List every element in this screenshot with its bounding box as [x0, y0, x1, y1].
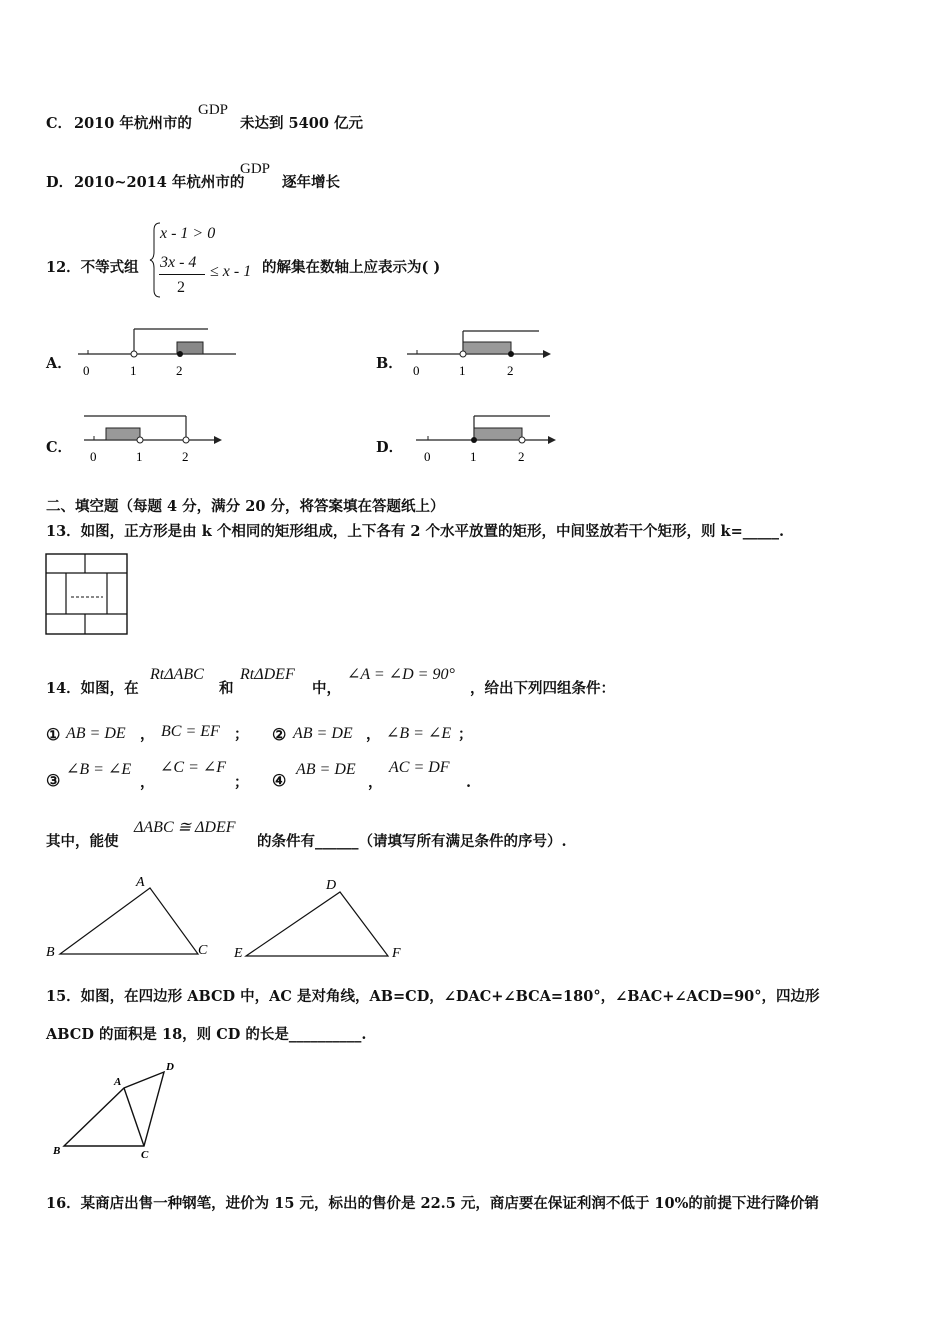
cond1-mark: ①: [46, 725, 61, 744]
q14-question-before: 其中，能使: [46, 833, 119, 850]
q12-option-c-numberline[interactable]: [82, 410, 232, 470]
shaded-region: [463, 342, 511, 354]
q14-congruence: ΔABC ≅ ΔDEF: [134, 819, 236, 836]
q12-option-c-label: C．: [46, 439, 73, 456]
q12-option-a-numberline[interactable]: [76, 325, 241, 385]
option-d-text-before: 2010~2014 年杭州市的: [74, 174, 245, 191]
q14-triangles-figure: [44, 872, 414, 964]
cond3-mark: ③: [46, 771, 61, 790]
section-heading: 二、填空题（每题 4 分，满分 20 分，将答案填在答题纸上）: [46, 498, 445, 515]
q14-rt2: RtΔDEF: [240, 666, 295, 683]
q12-frac-num: 3x - 4: [160, 254, 197, 271]
q12-stem-after: 的解集在数轴上应表示为( ): [262, 259, 441, 276]
open-point: [519, 437, 525, 443]
tick-label: 0: [424, 449, 431, 464]
cond2-a: AB = DE: [293, 725, 353, 742]
closed-point: [508, 351, 514, 357]
cond1-a: AB = DE: [66, 725, 126, 742]
cond3-end: ；: [234, 774, 249, 791]
q12-option-b-numberline[interactable]: [405, 325, 555, 385]
q14-angles: ∠A = ∠D = 90°: [347, 666, 455, 683]
q12-option-a-label: A．: [46, 355, 72, 372]
cond4-end: .: [466, 774, 472, 791]
tick-label: 0: [90, 449, 97, 464]
q14-rt1: RtΔABC: [150, 666, 204, 683]
q14-stem-after: ，给出下列四组条件：: [470, 680, 615, 697]
tick-label: 0: [83, 363, 90, 378]
q12-ineq2-rhs: ≤ x - 1: [210, 263, 252, 280]
shaded-region: [474, 428, 522, 440]
tick-label: 0: [413, 363, 420, 378]
vertex-label-c: C: [141, 1149, 149, 1161]
vertex-label-a: A: [114, 1076, 122, 1088]
cond4-b: AC = DF: [389, 759, 450, 776]
q12-ineq1: x - 1 > 0: [160, 225, 216, 242]
vertex-label-f: F: [392, 946, 401, 961]
tick-label: 1: [459, 363, 466, 378]
q15-line2: ABCD 的面积是 18，则 CD 的长是__________.: [46, 1026, 367, 1043]
open-point: [137, 437, 143, 443]
open-point: [460, 351, 466, 357]
option-d-label: D．: [46, 174, 74, 191]
open-point: [131, 351, 137, 357]
cond4-mark: ④: [272, 771, 287, 790]
option-d-gdp: GDP: [240, 161, 271, 177]
option-d-text-after: 逐年增长: [282, 174, 340, 191]
tick-label: 2: [507, 363, 514, 378]
q14-stem-before: 14．如图，在: [46, 680, 139, 697]
triangle-abc: [46, 875, 208, 960]
option-c-text-before: 2010 年杭州市的: [74, 115, 192, 132]
cond3-sep: ，: [140, 774, 155, 791]
q12-stem-before: 12．不等式组: [46, 259, 139, 276]
q14-zhong: 中，: [312, 680, 341, 697]
q16-text: 16．某商店出售一种钢笔，进价为 15 元，标出的售价是 22.5 元，商店要在保证利润不低于 10%的前提下进行降价销: [46, 1195, 819, 1212]
cond1-b: BC = EF: [161, 723, 220, 740]
q12-option-d-numberline[interactable]: [414, 410, 564, 470]
vertex-label-a: A: [136, 875, 145, 890]
vertex-label-d: D: [326, 878, 337, 893]
option-c-label: C．: [46, 115, 73, 132]
vertex-label-b: B: [53, 1145, 61, 1157]
cond4-a: AB = DE: [296, 761, 356, 778]
q12-option-b-label: B．: [376, 355, 403, 372]
q14-question-after: 的条件有______（请填写所有满足条件的序号）.: [257, 833, 567, 850]
cond1-sep: ，: [140, 726, 155, 743]
closed-point: [177, 351, 183, 357]
q15-quadrilateral-figure: [48, 1058, 188, 1162]
q12-frac-bar: [159, 274, 205, 275]
cond3-b: ∠C = ∠F: [160, 759, 227, 776]
vertex-label-e: E: [234, 946, 243, 961]
open-point: [183, 437, 189, 443]
shaded-region: [106, 428, 140, 440]
tick-label: 2: [182, 449, 189, 464]
q15-line1: 15．如图，在四边形 ABCD 中，AC 是对角线，AB=CD，∠DAC+∠BCA=180°，∠BAC+∠ACD=90°，四边形: [46, 988, 820, 1005]
vertex-label-d: D: [166, 1061, 174, 1073]
tick-label: 1: [470, 449, 477, 464]
vertex-label-c: C: [198, 943, 208, 958]
tick-label: 1: [136, 449, 143, 464]
cond4-sep: ，: [368, 774, 383, 791]
q14-and: 和: [219, 680, 234, 697]
q12-frac-den: 2: [177, 279, 185, 296]
tick-label: 2: [518, 449, 525, 464]
closed-point: [471, 437, 477, 443]
cond1-end: ；: [234, 726, 249, 743]
q13-square-figure: [45, 553, 131, 637]
cond2-sep: ，: [366, 726, 381, 743]
q12-option-d-label: D．: [376, 439, 404, 456]
option-c-text-after: 未达到 5400 亿元: [240, 115, 363, 132]
cond3-a: ∠B = ∠E: [66, 761, 132, 778]
q13-text: 13．如图，正方形是由 k 个相同的矩形组成，上下各有 2 个水平放置的矩形，中间竖放若干个矩形，则 k=_____.: [46, 523, 785, 540]
option-c-gdp: GDP: [198, 102, 229, 118]
triangle-def: [233, 878, 401, 961]
cond2-b: ∠B = ∠E: [386, 725, 452, 742]
tick-label: 2: [176, 363, 183, 378]
cond2-mark: ②: [272, 725, 287, 744]
vertex-label-b: B: [46, 945, 55, 960]
tick-label: 1: [130, 363, 137, 378]
cond2-end: ；: [458, 726, 473, 743]
